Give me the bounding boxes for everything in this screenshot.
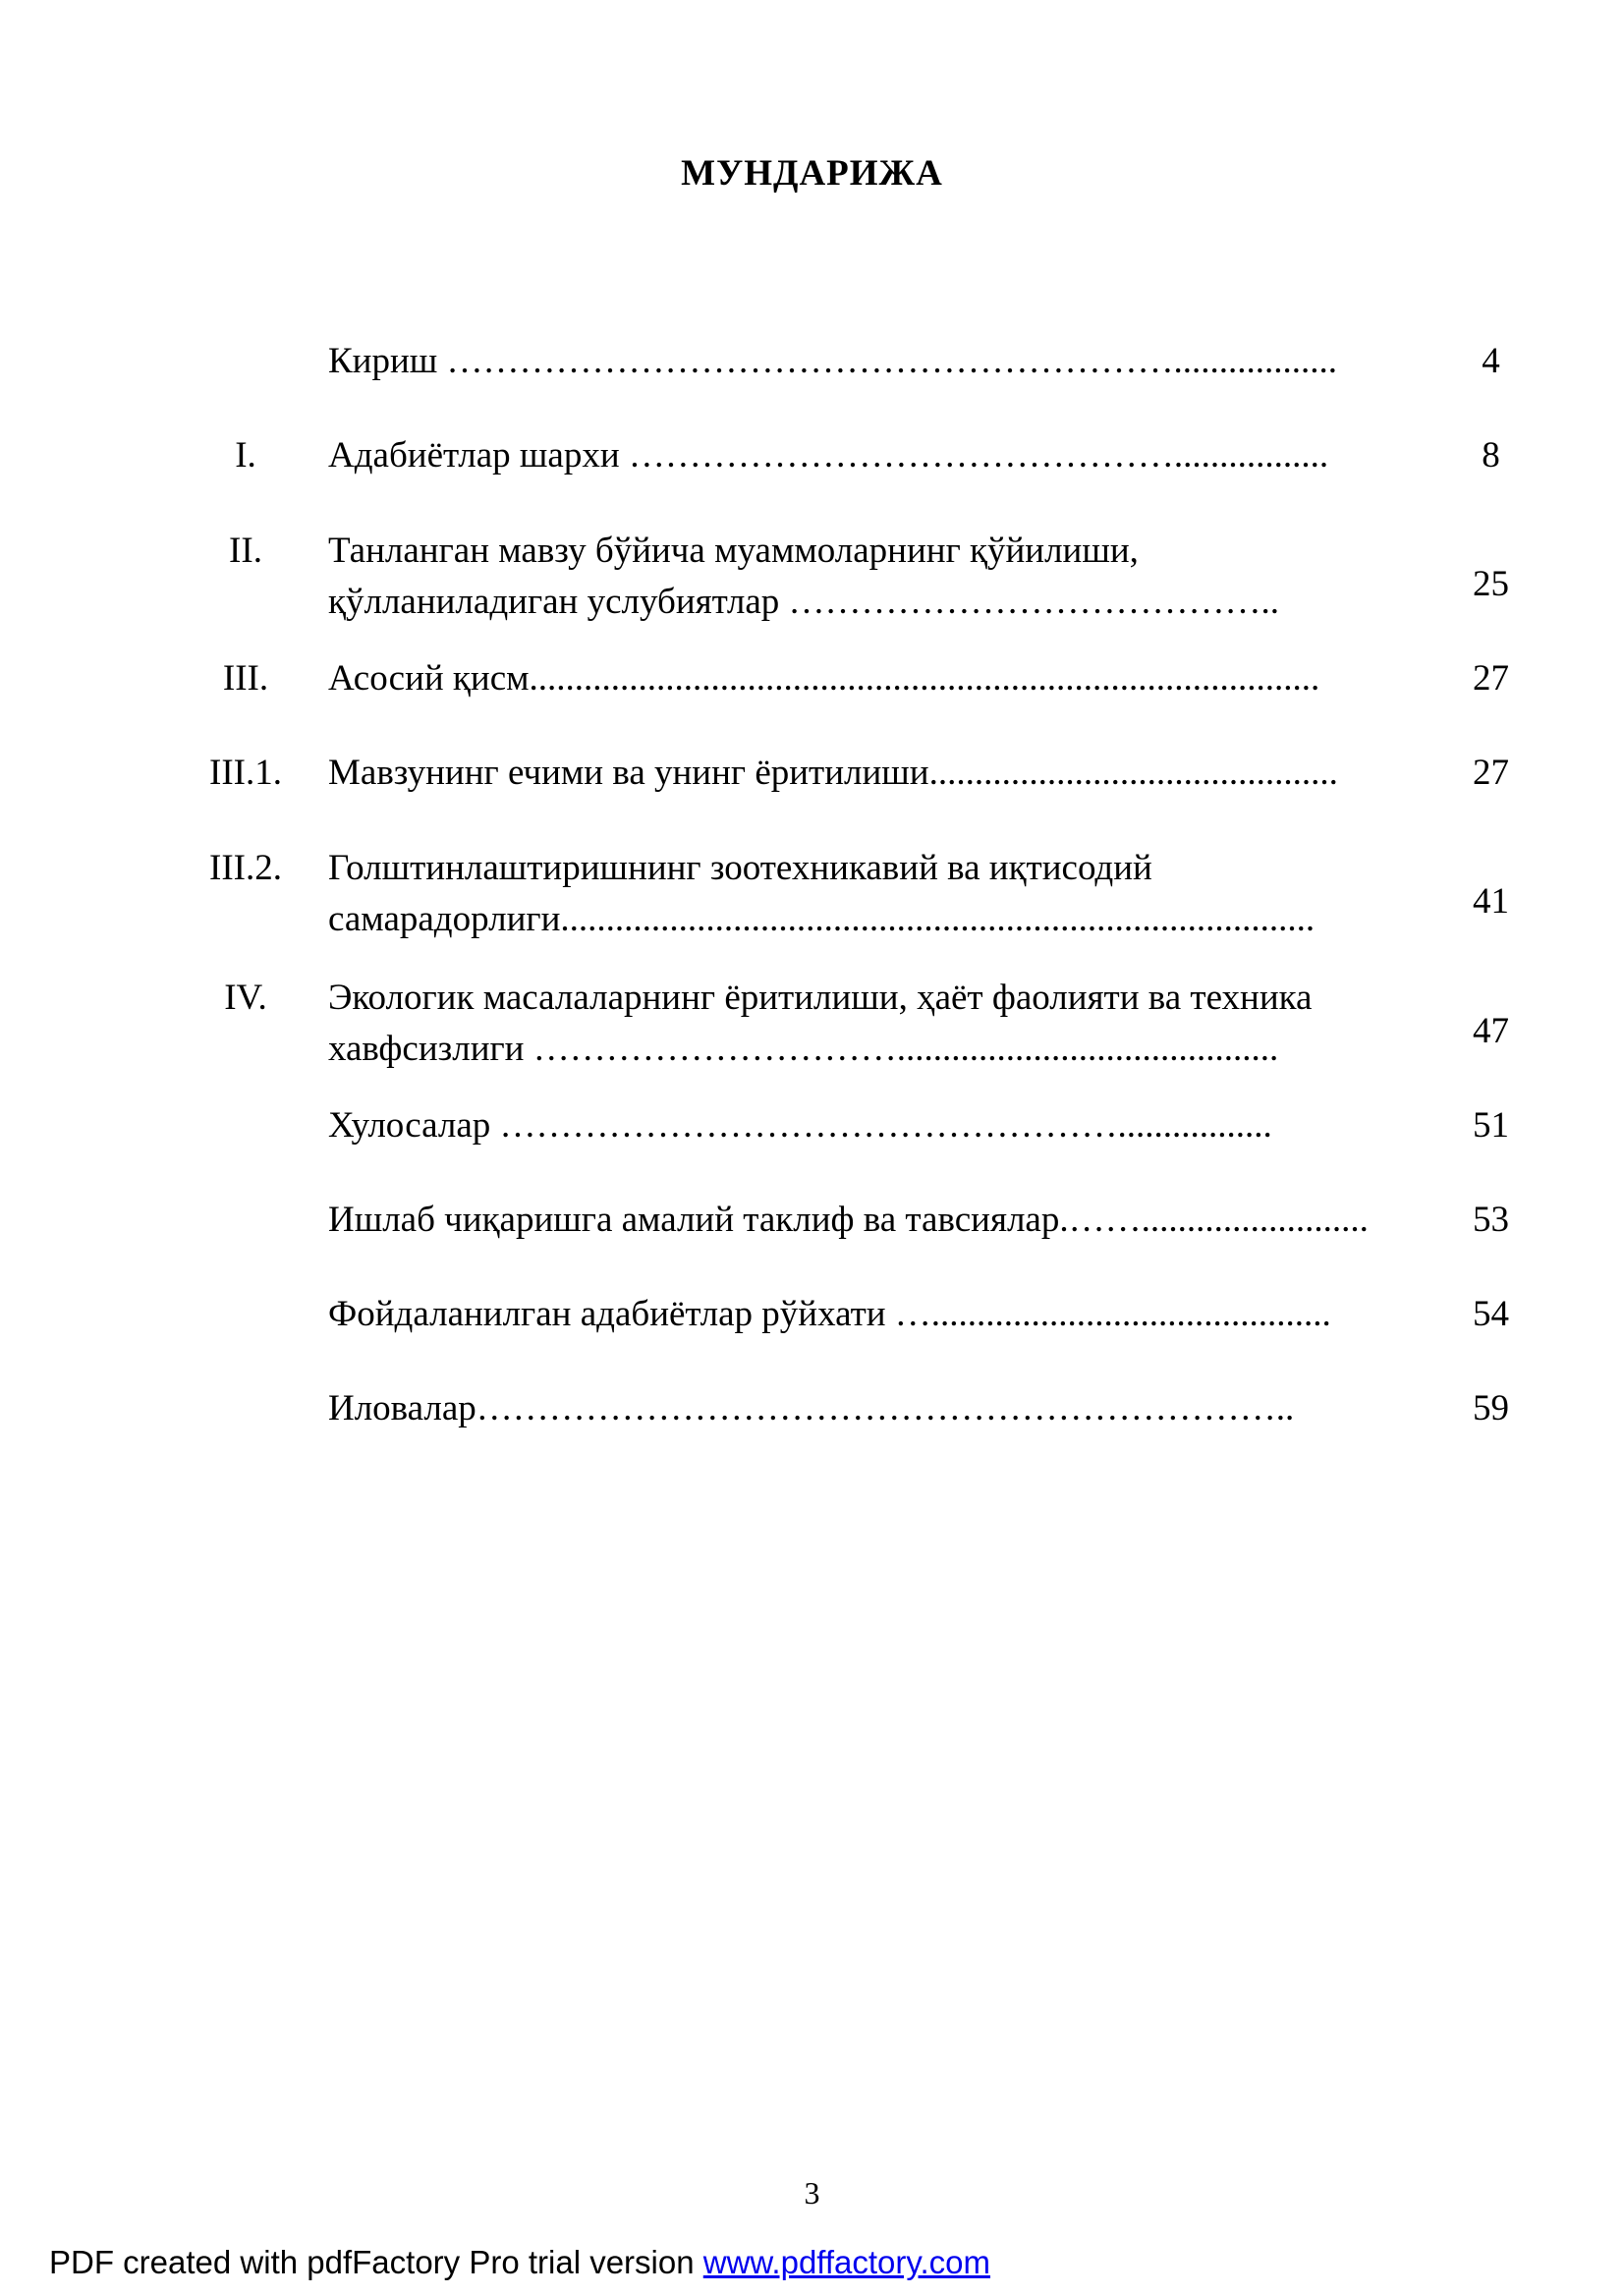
toc-entry-line: Адабиётлар шархи ………………………………………................. — [328, 435, 1329, 476]
toc-entry-line: Кириш …………………………………………………….................. — [328, 341, 1338, 381]
page-number: 3 — [804, 2175, 820, 2211]
toc-entry-number: II. — [229, 531, 262, 571]
toc-entry-line: самарадорлиги................................................................................... — [328, 899, 1316, 939]
toc-entry-line: Хулосалар ……………………………………………................. — [328, 1105, 1272, 1146]
toc-entry-line: Фойдаланилган адабиётлар рўйхати …............................................ — [328, 1294, 1331, 1334]
toc-entry-page: 51 — [1473, 1105, 1509, 1146]
toc-entry-text — [328, 653, 1428, 704]
toc-entry-text — [328, 843, 1428, 945]
toc-entry-line: хавфсизлиги ………………………….......................................... — [328, 1029, 1279, 1069]
toc-entry-page: 59 — [1473, 1388, 1509, 1428]
toc-entry-line: Ишлаб чиқаришга амалий таклиф ва тавсиялар.……......................... — [328, 1200, 1369, 1240]
toc-entry-page: 27 — [1473, 658, 1509, 699]
toc-entry-line: Иловалар………………………………………………………….. — [328, 1388, 1295, 1428]
document-title: МУНДАРИЖА — [681, 153, 943, 194]
toc-entry-line: Асосий қисм....................................................................................... — [328, 658, 1320, 699]
pdf-footer — [49, 2244, 990, 2281]
toc-entry-page: 4 — [1482, 341, 1500, 381]
footer-text: PDF created with pdfFactory Pro trial version — [49, 2244, 703, 2280]
toc-entry-page: 54 — [1473, 1294, 1509, 1334]
toc-entry-line: қўлланиладиган услубиятлар ………………………………….. — [328, 582, 1280, 622]
toc-entry-text — [328, 1383, 1428, 1434]
toc-entry-text — [328, 748, 1428, 799]
toc-entry-line: Мавзунинг ечими ва унинг ёритилиши............................................. — [328, 753, 1338, 793]
toc-entry-text — [328, 973, 1428, 1075]
toc-entry-number: IV. — [224, 978, 267, 1018]
toc-entry-line: Танланган мавзу бўйича муаммоларнинг қўйилиши, — [328, 531, 1139, 571]
toc-entry-number: I. — [235, 435, 256, 476]
toc-entry-page: 53 — [1473, 1200, 1509, 1240]
toc-entry-number: III.2. — [209, 848, 282, 888]
toc-entry-text — [328, 430, 1428, 481]
toc-entry-text — [328, 1100, 1428, 1151]
footer-link[interactable]: www.pdffactory.com — [702, 2244, 990, 2280]
toc-entry-line: Экологик масалаларнинг ёритилиши, ҳаёт фаолияти ва техника — [328, 978, 1313, 1018]
toc-entry-page: 47 — [1473, 1011, 1509, 1051]
toc-entry-text — [328, 1289, 1428, 1340]
toc-entry-page: 25 — [1473, 564, 1509, 604]
toc-entry-number: III. — [222, 658, 269, 699]
toc-entry-text — [328, 1195, 1428, 1246]
toc-entry-page: 8 — [1482, 435, 1500, 476]
toc-entry-text — [328, 526, 1428, 628]
toc-entry-line: Голштинлаштиришнинг зоотехникавий ва иқтисодий — [328, 848, 1152, 888]
toc-entry-number: III.1. — [209, 753, 282, 793]
toc-entry-page: 41 — [1473, 881, 1509, 922]
toc-entry-page: 27 — [1473, 753, 1509, 793]
toc-entry-text — [328, 336, 1428, 387]
